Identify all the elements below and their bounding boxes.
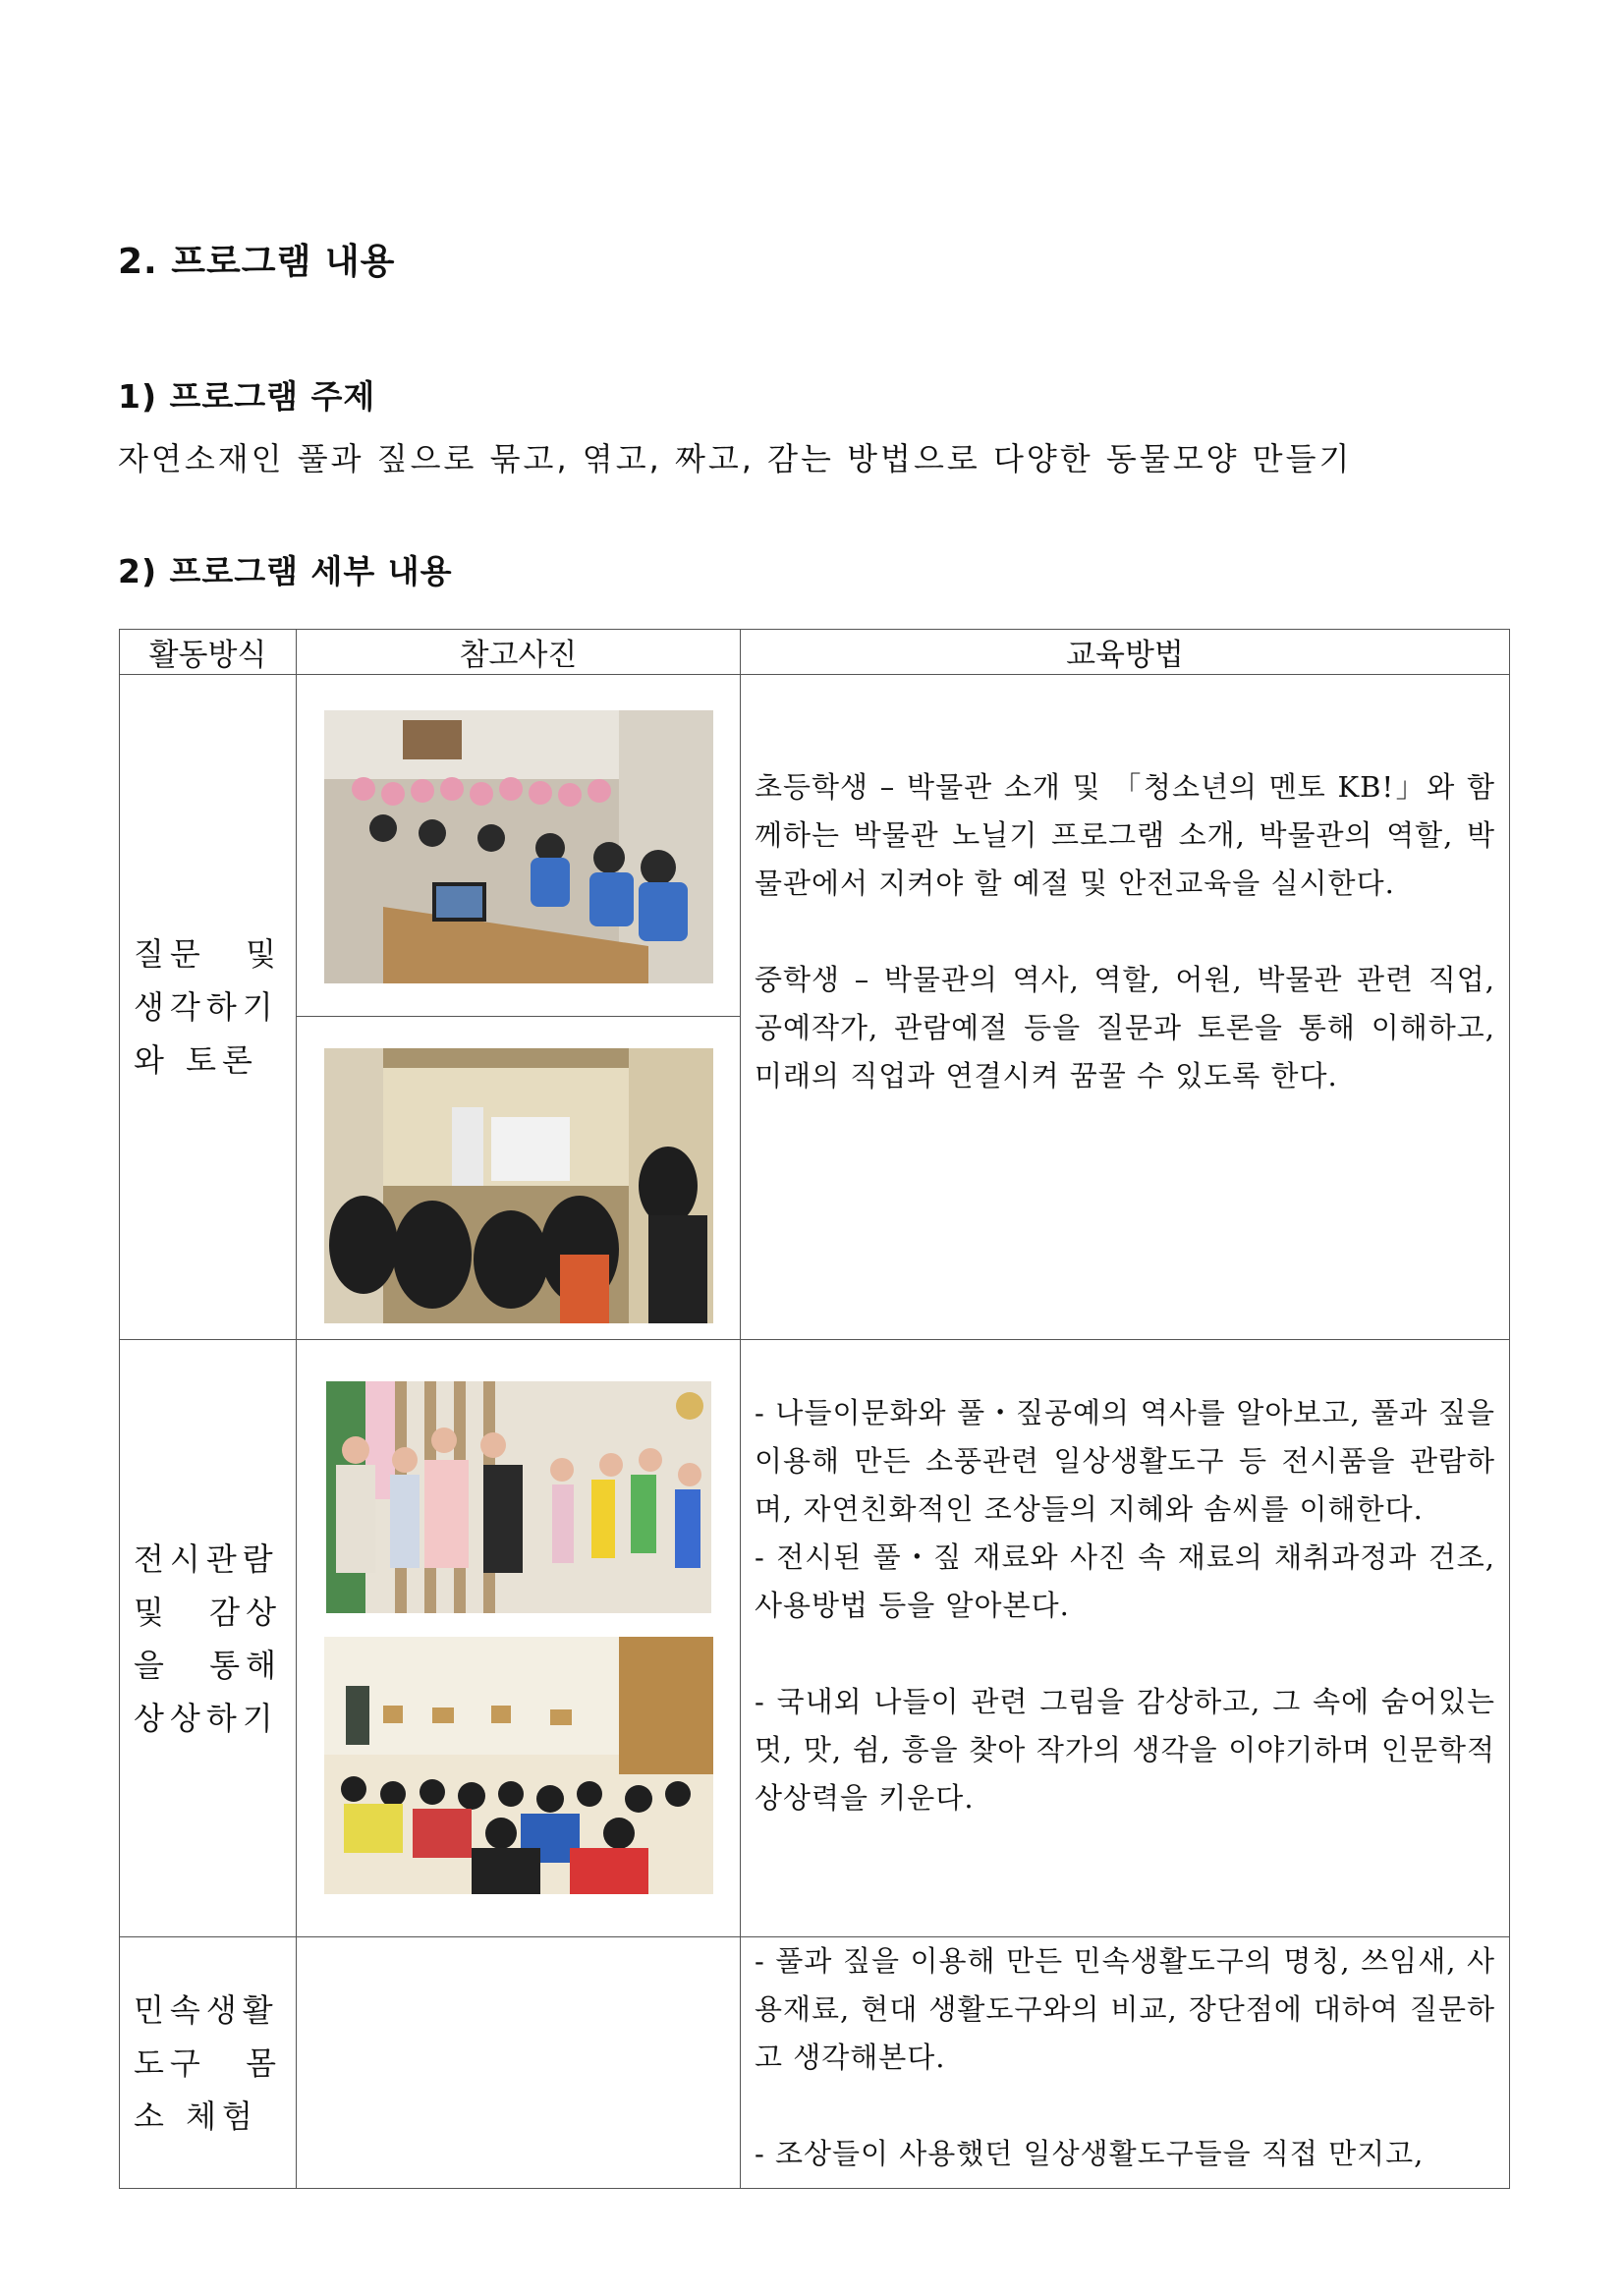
method-cell: 민속생활 도구 몸소 체험 xyxy=(120,1937,297,2189)
photos-cell xyxy=(297,675,741,1340)
education-paragraph: - 나들이문화와 풀・짚공예의 역사를 알아보고, 풀과 짚을 이용해 만든 소풍관련 일상생활도구 등 전시품을 관람하며, 자연친화적인 조상들의 지혜와 솜씨를 이해한다. xyxy=(755,1396,1495,1526)
method-cell: 전시관람 및 감상을 통해 상상하기 xyxy=(120,1340,297,1937)
education-cell xyxy=(741,1937,1510,2189)
photo-museum-intro-elementary xyxy=(324,710,713,983)
education-paragraph: - 풀과 짚을 이용해 만든 민속생활도구의 명칭, 쓰임새, 사용재료, 현대 생활도구와의 비교, 장단점에 대하여 질문하고 생각해본다. xyxy=(755,1944,1495,2074)
photos-cell xyxy=(297,1340,741,1937)
photos-cell xyxy=(297,1937,741,2189)
section-heading: 2. 프로그램 내용 xyxy=(118,242,396,282)
subsection-title-details: 2) 프로그램 세부 내용 xyxy=(118,552,453,590)
photo-exhibition-viewing xyxy=(326,1381,711,1613)
education-paragraph: 초등학생 – 박물관 소개 및 「청소년의 멘토 KB!」와 함께하는 박물관 노닐기 프로그램 소개, 박물관의 역할, 박물관에서 지켜야 할 예절 및 안전교육을 실시한다. xyxy=(755,770,1495,900)
photo-museum-intro-middle xyxy=(324,1048,713,1323)
table-row xyxy=(120,1937,1510,2189)
table-row xyxy=(120,675,1510,1340)
header-education: 교육방법 xyxy=(741,630,1510,675)
education-paragraph: - 조상들이 사용했던 일상생활도구들을 직접 만지고, xyxy=(755,2137,1425,2170)
table-row xyxy=(120,1340,1510,1937)
education-cell xyxy=(741,1340,1510,1937)
education-cell xyxy=(741,675,1510,1340)
education-paragraph: 중학생 – 박물관의 역사, 역할, 어원, 박물관 관련 직업, 공예작가, 관람예절 등을 질문과 토론을 통해 이해하고, 미래의 직업과 연결시켜 꿈꿀 수 있도록 한다. xyxy=(755,963,1495,1092)
table-header-row xyxy=(120,630,1510,675)
subsection-title-theme: 1) 프로그램 주제 xyxy=(118,377,376,416)
program-table xyxy=(119,629,1510,2189)
education-paragraph: - 전시된 풀・짚 재료와 사진 속 재료의 채취과정과 건조, 사용방법 등을 알아본다. xyxy=(755,1540,1495,1622)
method-cell: 질문 및 생각하기 와 토론 xyxy=(120,675,297,1340)
education-paragraph: - 국내외 나들이 관련 그림을 감상하고, 그 속에 숨어있는 멋, 맛, 쉼, 흥을 찾아 작가의 생각을 이야기하며 인문학적 상상력을 키운다. xyxy=(755,1685,1495,1815)
theme-text: 자연소재인 풀과 짚으로 묶고, 엮고, 짜고, 감는 방법으로 다양한 동물모양 만들기 xyxy=(118,440,1353,477)
header-method: 활동방식 xyxy=(120,630,297,675)
photo-exhibition-talk xyxy=(324,1637,713,1894)
header-photos: 참고사진 xyxy=(297,630,741,675)
